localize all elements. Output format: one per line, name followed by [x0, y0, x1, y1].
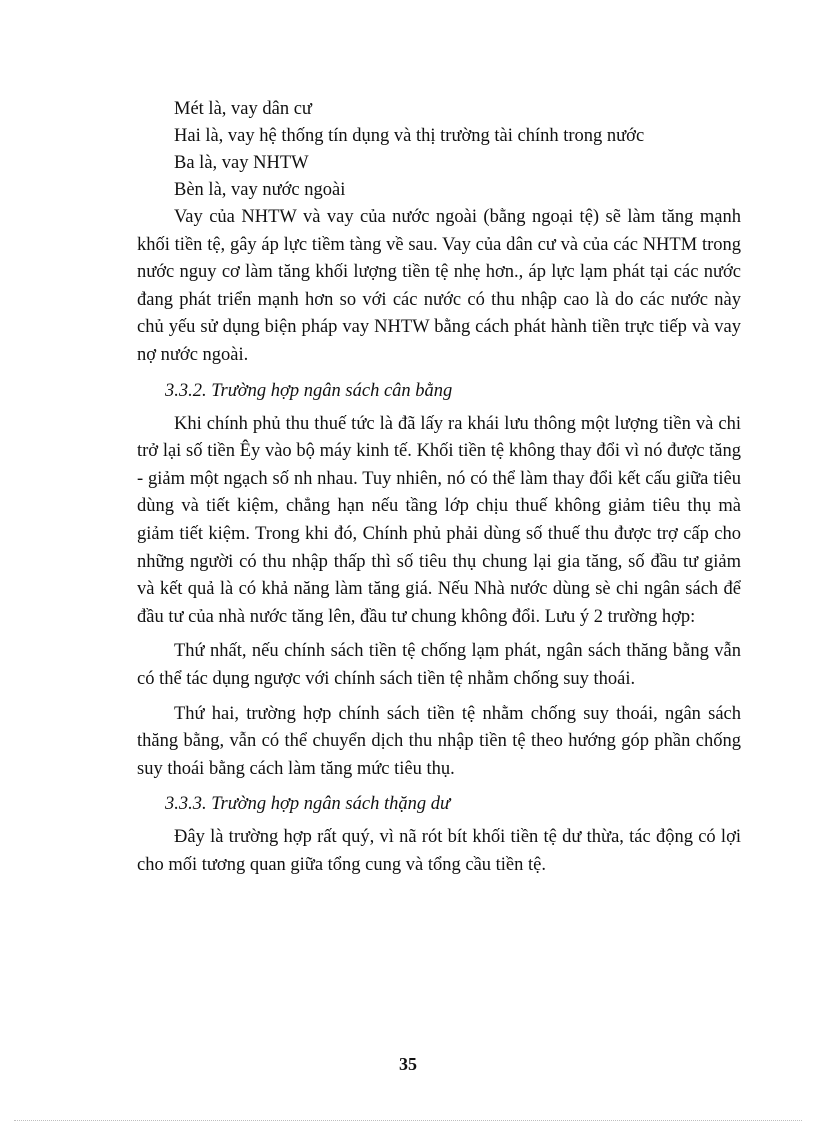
borrowing-list	[137, 96, 741, 204]
list-item-4: Bèn là, vay nước ngoài	[174, 180, 346, 200]
list-item-3: Ba là, vay NHTW	[174, 153, 309, 173]
list-item-1: Mét là, vay dân cư	[174, 99, 312, 119]
list-item-2: Hai là, vay hệ thống tín dụng và thị trường tài chính trong nước	[174, 126, 645, 146]
page-number: 35	[399, 1054, 417, 1074]
section-heading-3-3-2: 3.3.2. Trường hợp ngân sách cân bằng	[165, 380, 453, 401]
section-heading-3-3-3: 3.3.3. Trường hợp ngân sách thặng dư	[165, 794, 451, 815]
paragraph-balanced-budget: Khi chính phủ thu thuế tức là đã lấy ra khái lưu thông một lượng tiền và chi trở lại số tiền Êy vào bộ máy kinh tế. Khối tiền tệ không thay đổi vì nó được tăng - giảm một ngạch số nh nhau. Tuy nhiên, nó có thể làm thay đổi kết cấu giữa tiêu dùng và tiết kiệm, chẳng hạn nếu tầng lớp chịu thuế không giảm tiêu thụ mà giảm tiết kiệm. Trong khi đó, Chính phủ phải dùng số thuế thu được trợ cấp cho những người có thu nhập thấp thì số tiêu thụ chung lại gia tăng, số đầu tư giảm và kết quả là có khả năng làm tăng giá. Nếu Nhà nước dùng sè chi ngân sách để đầu tư của nhà nước tăng lên, đầu tư chung không đổi. Lưu ý 2 trường hợp:	[137, 413, 741, 627]
paragraph-surplus-budget: Đây là trường hợp rất quý, vì nã rót bít khối tiền tệ dư thừa, tác động có lợi cho mối tương quan giữa tổng cung và tổng cầu tiền tệ.	[137, 827, 741, 875]
document-page	[137, 96, 741, 879]
paragraph-borrowing-effects: Vay của NHTW và vay của nước ngoài (bằng ngoại tệ) sẽ làm tăng mạnh khối tiền tệ, gây áp lực tiềm tàng về sau. Vay của dân cư và của các NHTM trong nước nguy cơ làm tăng khối lượng tiền tệ nhẹ hơn., áp lực lạm phát tại các nước đang phát triển mạnh hơn so với các nước có thu nhập cao là do các nước này chủ yếu sử dụng biện pháp vay NHTW bằng cách phát hành tiền trực tiếp và vay nợ nước ngoài.	[137, 207, 741, 365]
paragraph-case-two: Thứ hai, trường hợp chính sách tiền tệ nhằm chống suy thoái, ngân sách thăng bằng, vẫn có thể chuyển dịch thu nhập tiền tệ theo hướng góp phần chống suy thoái bằng cách làm tăng mức tiêu thụ.	[137, 703, 741, 779]
paragraph-case-one: Thứ nhất, nếu chính sách tiền tệ chống lạm phát, ngân sách thăng bằng vẫn có thể tác dụng ngược với chính sách tiền tệ nhằm chống suy thoái.	[137, 641, 741, 689]
page-bottom-divider	[14, 1120, 802, 1121]
